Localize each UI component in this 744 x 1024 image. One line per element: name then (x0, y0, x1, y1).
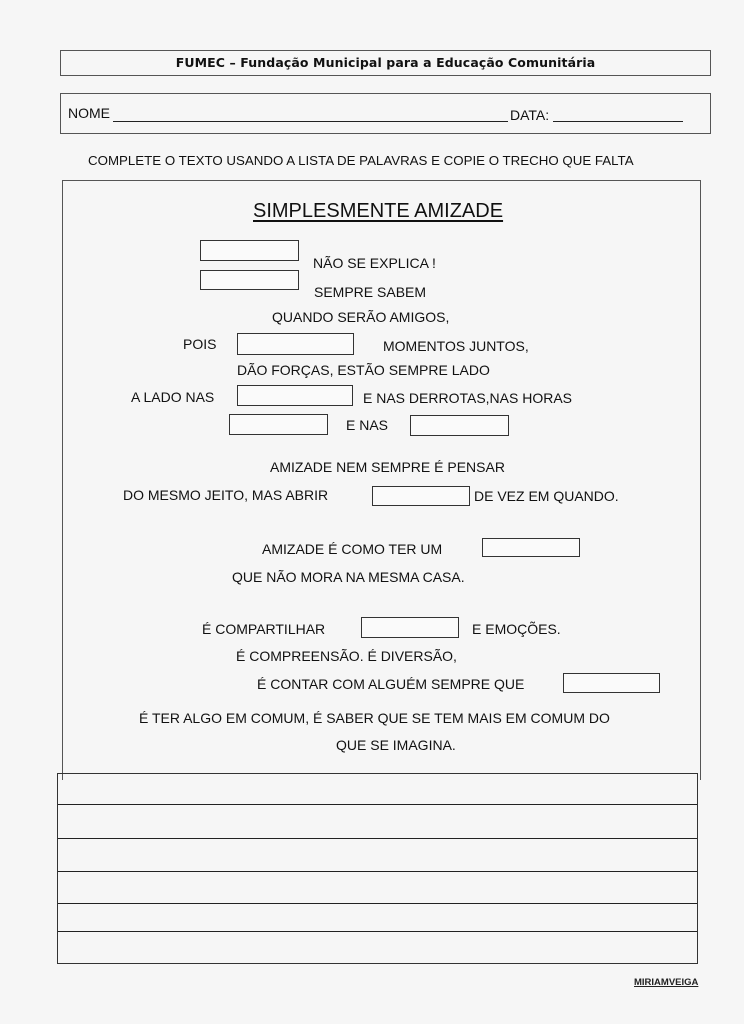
author-signature: MIRIAMVEIGA (634, 977, 699, 988)
blank-6[interactable] (410, 415, 509, 436)
student-info-box (60, 93, 711, 134)
blank-5[interactable] (229, 414, 328, 435)
fragment-quando-serao: QUANDO SERÃO AMIGOS, (272, 309, 450, 325)
fragment-pois: POIS (183, 336, 217, 352)
blank-7[interactable] (372, 486, 470, 506)
blank-9[interactable] (361, 617, 459, 638)
name-field[interactable] (113, 121, 508, 122)
fragment-e-ter-algo: É TER ALGO EM COMUM, É SABER QUE SE TEM MAIS EM COMUM DO (139, 710, 610, 726)
blank-1[interactable] (200, 240, 299, 261)
fragment-e-emocoes: E EMOÇÕES. (472, 621, 561, 637)
fragment-e-compreensao: É COMPREENSÃO. É DIVERSÃO, (236, 648, 457, 664)
fragment-do-mesmo-jeito: DO MESMO JEITO, MAS ABRIR (123, 487, 329, 503)
fragment-de-vez-em-quando: DE VEZ EM QUANDO. (474, 488, 619, 504)
fragment-e-nas-derrotas: E NAS DERROTAS,NAS HORAS (363, 390, 573, 406)
poem-title: SIMPLESMENTE AMIZADE (253, 200, 504, 222)
instructions: COMPLETE O TEXTO USANDO A LISTA DE PALAVRAS E COPIE O TRECHO QUE FALTA (88, 153, 634, 168)
date-label: DATA: (510, 107, 550, 123)
writing-line-2[interactable] (58, 838, 697, 839)
name-label: NOME (68, 105, 110, 121)
fragment-sempre-sabem: SEMPRE SABEM (314, 284, 427, 300)
writing-line-3[interactable] (58, 871, 697, 872)
blank-8[interactable] (482, 538, 580, 557)
fragment-e-compartilhar: É COMPARTILHAR (202, 621, 326, 637)
institution-title: FUMEC – Fundação Municipal para a Educação Comunitária (175, 55, 596, 70)
fragment-a-lado-nas: A LADO NAS (131, 389, 215, 405)
date-field[interactable] (553, 121, 683, 122)
fragment-amizade-nem-sempre: AMIZADE NEM SEMPRE É PENSAR (270, 459, 505, 475)
blank-3[interactable] (237, 333, 354, 355)
blank-4[interactable] (237, 385, 353, 406)
writing-line-1[interactable] (58, 804, 697, 805)
fragment-e-nas: E NAS (346, 417, 389, 433)
header-box (60, 50, 711, 76)
writing-line-4[interactable] (58, 903, 697, 904)
writing-area (57, 773, 698, 964)
fragment-nao-se-explica: NÃO SE EXPLICA ! (313, 255, 436, 271)
blank-10[interactable] (563, 673, 660, 693)
fragment-momentos-juntos: MOMENTOS JUNTOS, (383, 338, 529, 354)
fragment-que-nao-mora: QUE NÃO MORA NA MESMA CASA. (232, 569, 465, 585)
fragment-dao-forcas: DÃO FORÇAS, ESTÃO SEMPRE LADO (237, 362, 490, 378)
fragment-amizade-e-como: AMIZADE É COMO TER UM (262, 541, 443, 557)
fragment-e-contar: É CONTAR COM ALGUÉM SEMPRE QUE (257, 676, 525, 692)
blank-2[interactable] (200, 270, 299, 290)
fragment-que-se-imagina: QUE SE IMAGINA. (336, 737, 456, 753)
writing-line-5[interactable] (58, 931, 697, 932)
